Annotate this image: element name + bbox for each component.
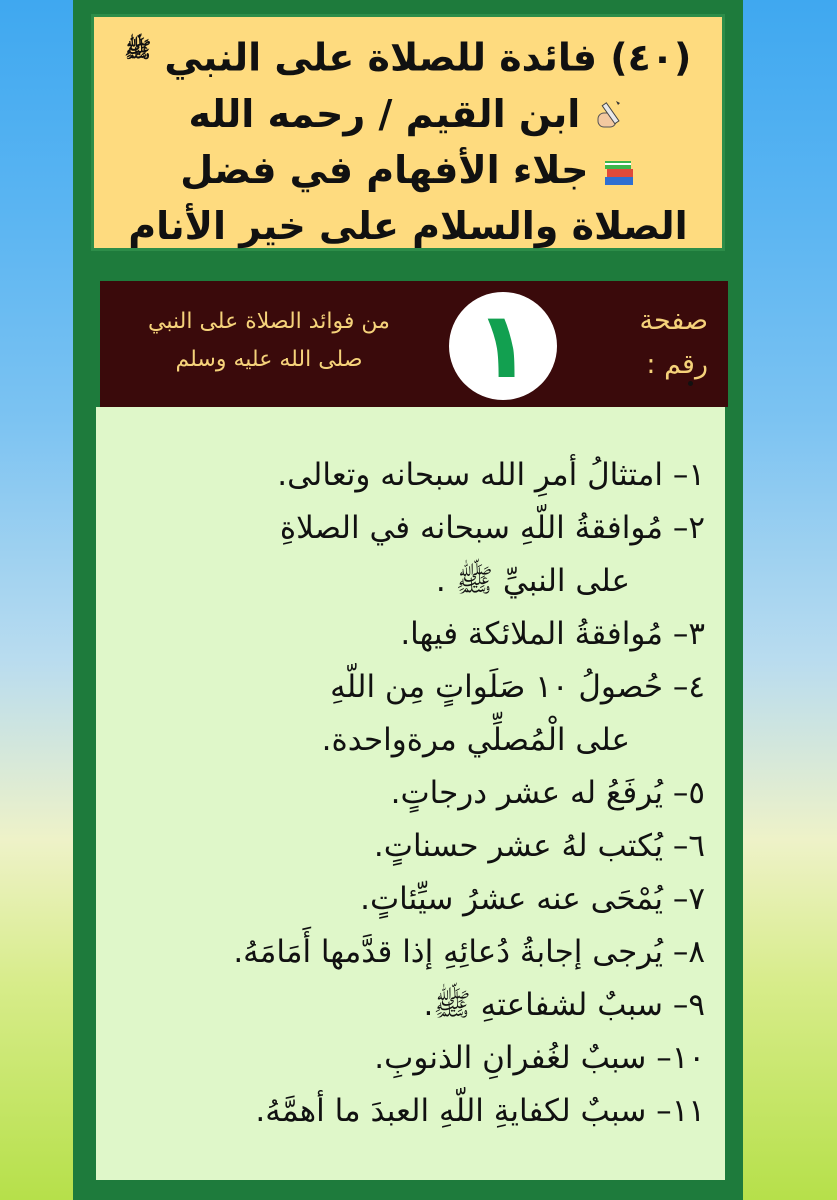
writing-hand-icon [594, 99, 628, 133]
header-author-line [94, 86, 722, 142]
list-item-continuation: على الْمُصلِّي مرةواحدة. [321, 722, 630, 758]
page-number-band [100, 281, 728, 407]
decorative-dot [688, 381, 693, 386]
header-book-line-2: الصلاة والسلام على خير الأنام [128, 203, 688, 248]
list-item: ٨– يُرجى إجابةُ دُعائِهِ إذا قدَّمها أَمَامَهُ. [233, 934, 705, 970]
list-item: ١٠– سببٌ لغُفرانِ الذنوبِ. [374, 1040, 705, 1076]
page-number-badge [449, 292, 557, 400]
list-item: ٤– حُصولُ ١٠ صَلَواتٍ مِن اللّهِ [330, 669, 705, 705]
list-item: ٦– يُكتب لهُ عشر حسناتٍ. [373, 828, 705, 864]
books-icon [602, 155, 636, 189]
header-book-line [94, 142, 722, 198]
list-item: ٣– مُوافقةُ الملائكة فيها. [400, 616, 705, 652]
band-subtitle-line-2: صلى الله عليه وسلم [175, 347, 363, 372]
list-item: ٩– سببٌ لشفاعتهِ ﷺ. [423, 987, 705, 1023]
list-item: ١– امتثالُ أمرِ الله سبحانه وتعالى. [277, 457, 705, 493]
page-label-line-1: صفحة [639, 305, 708, 336]
list-item: ٧– يُمْحَى عنه عشرُ سيِّئاتٍ. [360, 881, 705, 917]
band-subtitle-line-1: من فوائد الصلاة على النبي [148, 309, 390, 334]
benefits-list [105, 449, 705, 1138]
page-label [588, 299, 708, 387]
benefits-panel [96, 407, 725, 1180]
title-header [91, 14, 725, 251]
header-book-text: جلاء الأفهام في فضل [180, 147, 589, 192]
list-item: ٢– مُوافقةُ اللّهِ سبحانه في الصلاةِ [279, 510, 705, 546]
list-item-continuation: على النبيِّ ﷺ . [435, 563, 630, 599]
list-item: ٥– يُرفَعُ له عشر درجاتٍ. [390, 775, 705, 811]
header-title-text: (٤٠) فائدة للصلاة على النبي [164, 35, 692, 80]
header-title-line [94, 23, 722, 86]
page-label-line-2: رقم : [646, 349, 708, 380]
page-number: ١ [474, 292, 532, 399]
list-item: ١١– سببٌ لكفايةِ اللّهِ العبدَ ما أهمَّهُ. [255, 1093, 705, 1129]
salawat-symbol: ﷺ [124, 38, 152, 63]
header-author-text: ابن القيم / رحمه الله [188, 91, 581, 136]
band-subtitle [114, 303, 424, 379]
